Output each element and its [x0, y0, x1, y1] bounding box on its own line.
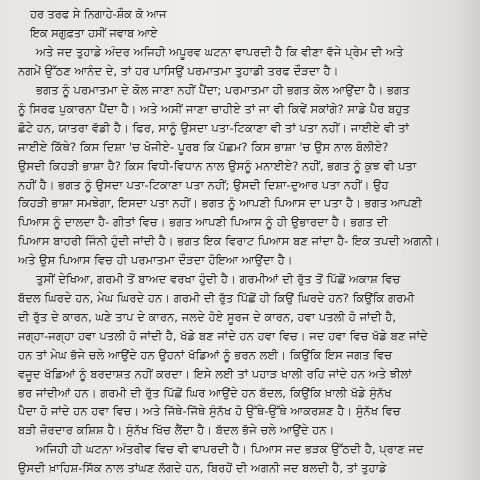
verse-line: ਹਰ ਤਰਫ ਸੇ ਨਿਗਾਹੇ-ਸ਼ੌਕ ਕੋ ਆਜ	[30, 8, 167, 21]
text-line: ਭਗਤ ਨੂੰ ਪਰਮਾਤਮਾ ਦੇ ਕੋਲ ਜਾਣਾ ਨਹੀਂ ਪੈਂਦਾ; ਪਰਮਾਤਮਾ ਹੀ ਭਗਤ ਕੋਲ ਆਉਂਦਾ ਹੈ। ਭਗਤ	[36, 83, 410, 97]
text-line: ਨਹੀਂ ਹੈ। ਭਗਤ ਨੂੰ ਉਸਦਾ ਪਤਾ-ਟਿਕਾਣਾ ਪਤਾ ਨਹੀਂ; ਉਸਦੀ ਦਿਸ਼ਾ-ਦੁਆਰ ਪਤਾ ਨਹੀਂ। ਉਹ	[18, 177, 389, 192]
text-line: ਦੀ ਰੁੱਤ ਦੇ ਕਾਰਨ, ਘਣੇ ਤਾਪ ਦੇ ਕਾਰਨ, ਜਲਦੇ ਹੋਏ ਸੂਰਜ ਦੇ ਕਾਰਨ, ਹਵਾ ਪਤਲੀ ਹੋ ਜਾਂਦੀ ਹੈ,	[18, 309, 397, 324]
verse-line: ਇਕ ਸਗੁਫ਼ਤਾ ਹਸੀਂ ਜਵਾਬ ਆਏ	[30, 26, 158, 40]
text-line: ਤੁਸੀਂ ਦੇਖਿਆ, ਗਰਮੀ ਤੋਂ ਬਾਅਦ ਵਰਖਾ ਹੁੰਦੀ ਹੈ। ਗਰਮੀਆਂ ਦੀ ਰੁੱਤ ਤੋਂ ਪਿੱਛੋਂ ਅਕਾਸ਼ ਵਿਚ	[36, 272, 401, 287]
text-line: ਕਿਹੜੀ ਭਾਸ਼ਾ ਸਮਝੇਗਾ, ਇਸਦਾ ਪਤਾ ਨਹੀਂ। ਭਗਤ ਨੂੰ ਆਪਣੀ ਪਿਆਸ ਦਾ ਪਤਾ ਹੈ। ਭਗਤ ਆਪਣੀ	[18, 196, 422, 211]
text-line: ਹਨ ਤਾਂ ਮੇਘ ਭੱਜੇ ਚਲੇ ਆਉਂਦੇ ਹਨ ਉਹਨਾਂ ਖੱਡਿਆਂ ਨੂੰ ਭਰਨ ਲਈ। ਕਿਉਂਕਿ ਇਸ ਜਗਤ ਵਿਚ	[18, 347, 393, 362]
text-line: ਅਤੇ ਉਸ ਪਿਆਸ ਵਿਚ ਹੀ ਪਰਮਾਤਮਾ ਦੌੜਦਾ ਹੋਇਆ ਆਉਂਦਾ ਹੈ।	[18, 253, 293, 268]
page-shadow	[456, 0, 480, 480]
paragraph-1	[18, 43, 452, 270]
text-line: ਪਿਆਸ ਨੂੰ ਦਾਲਦਾ ਹੈ- ਗੀਤਾਂ ਵਿਚ। ਭਗਤ ਆਪਣੀ ਪਿਆਸ ਨੂੰ ਹੀ ਉਭਾਰਦਾ ਹੈ। ਭਗਤ ਦੀ	[18, 215, 388, 230]
text-line: ਜਗ੍ਹਾ-ਜਗ੍ਹਾ ਹਵਾ ਪਤਲੀ ਹੋ ਜਾਂਦੀ ਹੈ, ਖੱਡੇ ਬਣ ਜਾਂਦੇ ਹਨ ਹਵਾ ਵਿਚ। ਜਦ ਹਵਾ ਵਿਚ ਖੱਡੇ ਬਣ ਜਾਂਦੇ	[18, 328, 428, 343]
text-line: ਨਗਮੇਂ ਉੱਠਣ ਆਨੰਦ ਦੇ, ਤਾਂ ਹਰ ਪਾਸਿਉਂ ਪਰਮਾਤਮਾ ਤੁਹਾਡੀ ਤਰਫ ਦੌੜਦਾ ਹੈ।	[18, 64, 339, 79]
text-line: ਉਸਦੀ ਕਿਹੜੀ ਭਾਸ਼ਾ ਹੈ? ਕਿਸ ਵਿਧੀ-ਵਿਧਾਨ ਨਾਲ ਉਸਨੂੰ ਮਨਾਈਏ? ਨਹੀਂ, ਭਗਤ ਨੂੰ ਕੁਝ ਵੀ ਪਤਾ	[18, 158, 417, 173]
paragraph-2	[18, 270, 452, 440]
paragraph-3	[18, 440, 452, 478]
text-line: ਅਤੇ ਜਦ ਤੁਹਾਡੇ ਅੰਦਰ ਅਜਿਹੀ ਅਪੂਰਵ ਘਟਨਾ ਵਾਪਰਦੀ ਹੈ ਕਿ ਵੀਣਾ ਵੱਜੇ ਪ੍ਰੇਮ ਦੀ ਅਤੇ	[36, 45, 404, 60]
text-line: ਨੂੰ ਸਿਰਫ ਪੁਕਾਰਨਾ ਪੈਂਦਾ ਹੈ। ਅਤੇ ਅਸੀਂ ਜਾਣਾ ਚਾਹੀਏ ਤਾਂ ਜਾ ਵੀ ਕਿਵੇਂ ਸਕਾਂਗੇ? ਸਾਡੇ ਪੈਰ ਬਹੁਤ	[18, 101, 410, 116]
text-line: ਉਸਦੀ ਖ਼ਾਹਿਸ਼-ਸਿੱਕ ਨਾਲ ਤਾਂਘਣ ਲੱਗਦੇ ਹਨ, ਬਿਰਹੋਂ ਦੀ ਅਗਨੀ ਜਦ ਬਲਦੀ ਹੈ, ਤਾਂ ਤੁਹਾਡੇ	[18, 461, 387, 476]
text-line: ਪਿਆਸ ਬਾਹਰੀ ਜਿੰਨੀ ਹੁੰਦੀ ਜਾਂਦੀ ਹੈ। ਭਗਤ ਇਕ ਵਿਰਾਟ ਪਿਆਸ ਬਣ ਜਾਂਦਾ ਹੈ- ਇਕ ਤਪਦੀ ਅਗਨੀ।	[18, 234, 441, 249]
text-line: ਬੱਦਲ ਘਿਰਦੇ ਹਨ, ਮੇਘ ਘਿਰਦੇ ਹਨ। ਗਰਮੀ ਦੀ ਰੁੱਤ ਪਿੱਛੋਂ ਹੀ ਕਿਉਂ ਘਿਰਦੇ ਹਨ? ਕਿਉਂਕਿ ਗਰਮੀ	[18, 290, 415, 305]
text-line: ਵਜੂਦ ਖੱਡਿਆਂ ਨੂੰ ਬਰਦਾਸ਼ਤ ਨਹੀਂ ਕਰਦਾ। ਇਸੇ ਲਈ ਤਾਂ ਪਹਾੜ ਖਾਲੀ ਰਹਿ ਜਾਂਦੇ ਹਨ ਅਤੇ ਝੀਲਾਂ	[18, 366, 412, 381]
text-line: ਬੜੀ ਜ਼ੋਰਦਾਰ ਕਸ਼ਿਸ਼ ਹੈ। ਸੁੰਨੱਖ ਖਿੱਚ ਲੈਂਦਾ ਹੈ। ਬੱਦਲ ਭੱਜੇ ਚਲੇ ਆਉਂਦੇ ਹਨ।	[18, 423, 335, 438]
text-line: ਛੋਟੇ ਹਨ, ਯਾਤਰਾ ਵੱਡੀ ਹੈ। ਫਿਰ, ਸਾਨੂੰ ਉਸਦਾ ਪਤਾ-ਟਿਕਾਣਾ ਵੀ ਤਾਂ ਪਤਾ ਨਹੀਂ। ਜਾਈਏ ਵੀ ਤਾਂ	[18, 120, 409, 135]
verse-block	[18, 6, 452, 43]
text-line: ਜਾਈਏ ਕਿੱਥੇ? ਕਿਸ ਦਿਸ਼ਾ 'ਚ ਖੋਜੀਏ- ਪੂਰਬ ਕਿ ਪੱਛਮ? ਕਿਸ ਭਾਸ਼ਾ 'ਚ ਉਸ ਨਾਲ ਬੋਲੀਏ?	[18, 139, 389, 154]
text-line: ਭਰ ਜਾਂਦੀਆਂ ਹਨ। ਗਰਮੀ ਦੀ ਰੁੱਤ ਪਿੱਛੋਂ ਘਿਰ ਆਉਂਦੇ ਹਨ ਬੱਦਲ, ਕਿਉਂਕਿ ਖ਼ਾਲੀ ਖੱਡੇ ਸੁੰਨੱਖ	[18, 385, 392, 400]
text-line: ਅਜਿਹੀ ਹੀ ਘਟਨਾ ਅੰਤਰੀਵ ਵਿਚ ਵੀ ਵਾਪਰਦੀ ਹੈ। ਪਿਆਸ ਜਦ ਭੜਕ ਉੱਠਦੀ ਹੈ, ਪ੍ਰਾਣ ਜਦ	[36, 442, 424, 457]
text-line: ਪੈਦਾ ਹੋ ਜਾਂਦੇ ਹਨ ਹਵਾ ਵਿਚ। ਅਤੇ ਜਿੱਥੇ-ਜਿੱਥੇ ਸੁੰਨੱਖ ਹੋ ਉੱਥੇ-ਉੱਥੇ ਆਕਰਸ਼ਣ ਹੈ। ਸੁੰਨੱਖ ਵਿਚ	[18, 404, 401, 419]
